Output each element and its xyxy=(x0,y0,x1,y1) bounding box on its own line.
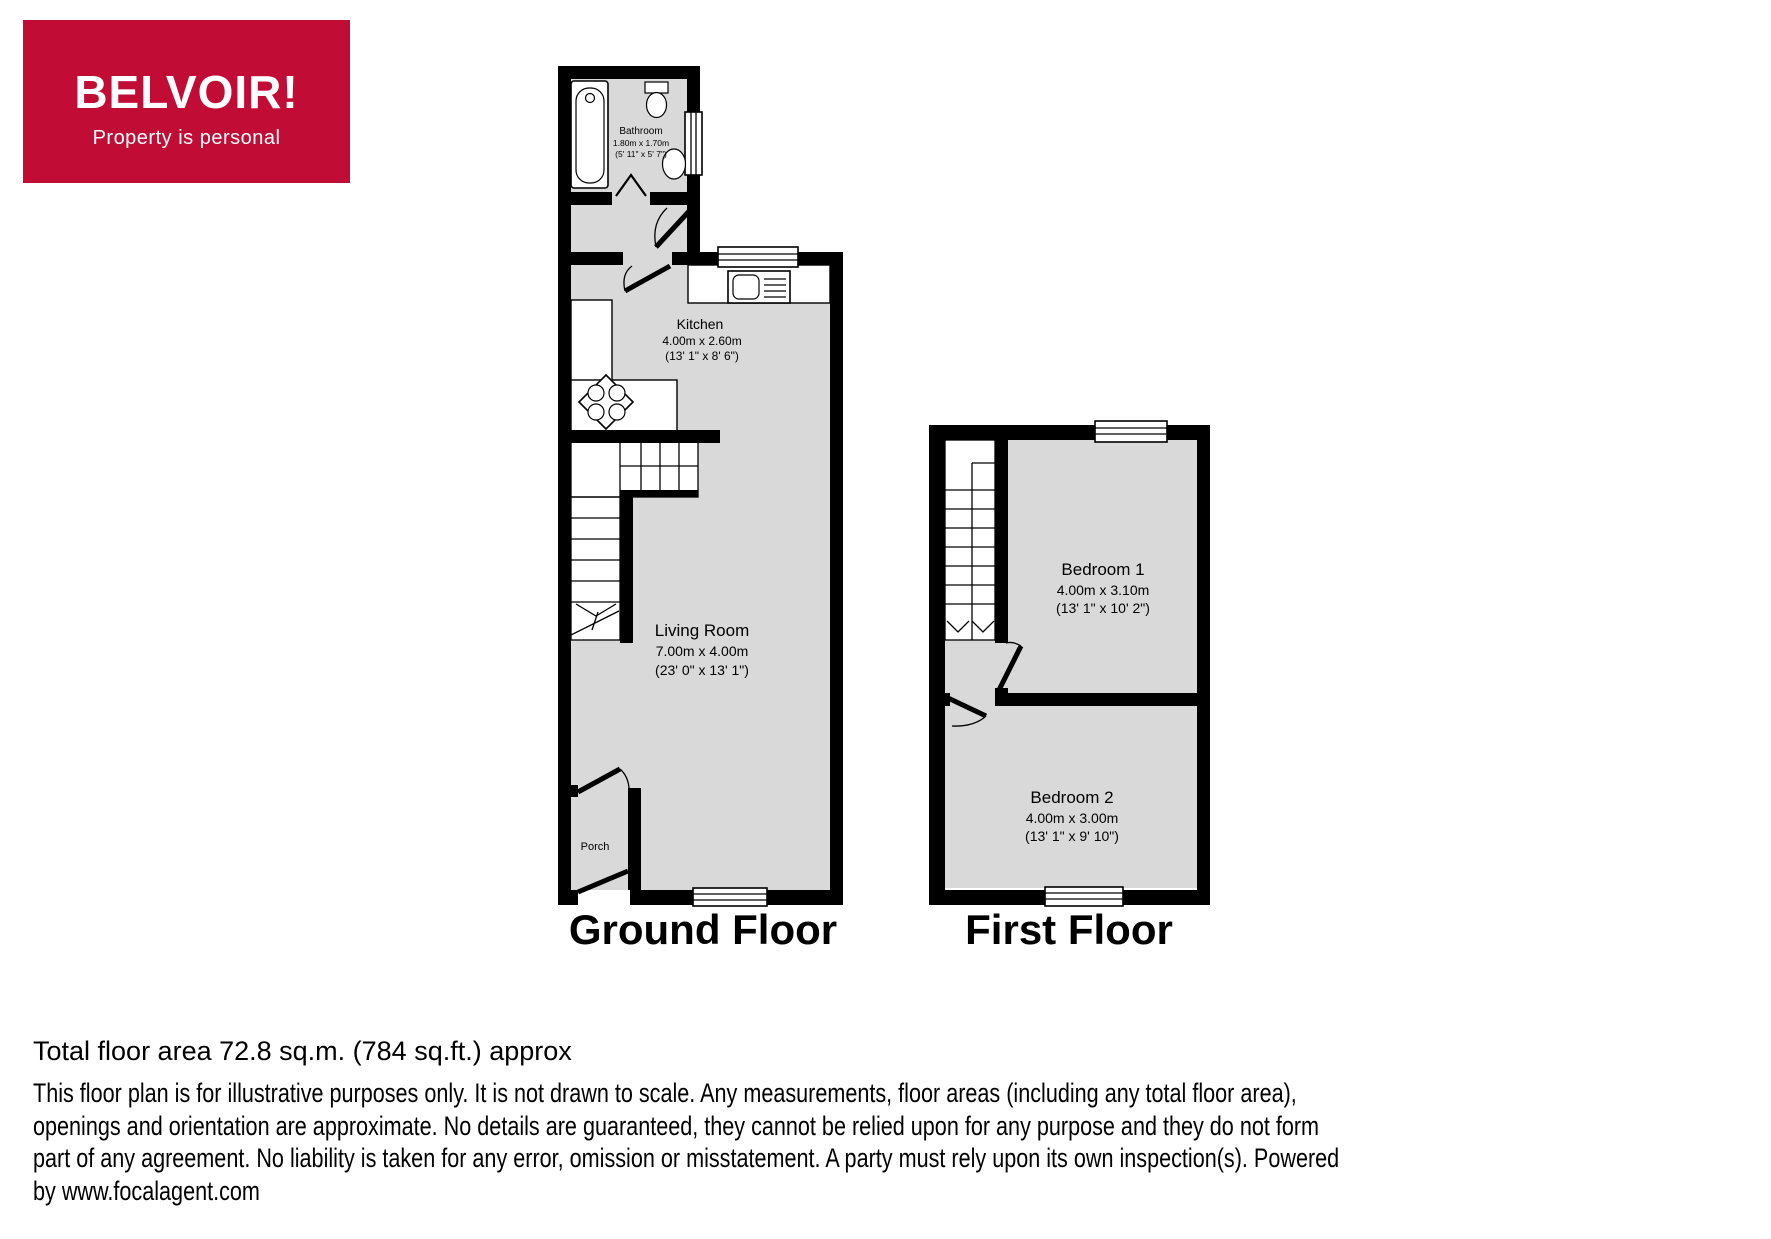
svg-text:4.00m x 2.60m: 4.00m x 2.60m xyxy=(662,334,742,348)
ground-floor-title: Ground Floor xyxy=(568,906,838,953)
bathroom-label xyxy=(613,126,669,159)
porch-label: Porch xyxy=(580,841,610,853)
svg-text:1.80m x 1.70m: 1.80m x 1.70m xyxy=(612,138,670,148)
living-room-label xyxy=(655,621,750,678)
svg-text:Bedroom 2: Bedroom 2 xyxy=(1030,788,1114,807)
svg-text:Living Room: Living Room xyxy=(654,621,750,640)
svg-text:(23' 0" x 13' 1"): (23' 0" x 13' 1") xyxy=(655,662,749,678)
svg-text:(13' 1" x 10' 2"): (13' 1" x 10' 2") xyxy=(1056,600,1150,616)
toilet-icon xyxy=(645,82,668,118)
brand-name: BELVOIR! xyxy=(74,66,299,118)
bathtub-icon xyxy=(571,81,608,188)
svg-text:(13' 1" x 9' 10"): (13' 1" x 9' 10") xyxy=(1025,828,1119,844)
svg-text:(13' 1" x 8' 6"): (13' 1" x 8' 6") xyxy=(665,349,739,363)
kitchen-sink-icon xyxy=(728,271,790,303)
bedroom1-window xyxy=(1095,421,1167,442)
ground-floor-plan xyxy=(558,66,843,953)
living-room-window xyxy=(693,888,767,906)
total-floor-area: Total floor area 72.8 sq.m. (784 sq.ft.) approx xyxy=(33,1036,572,1066)
svg-text:Kitchen: Kitchen xyxy=(676,316,724,332)
bedroom1-label xyxy=(1056,560,1150,616)
svg-text:Bedroom 1: Bedroom 1 xyxy=(1061,560,1145,579)
bathroom-window xyxy=(685,112,702,175)
svg-text:(5' 11" x 5' 7"): (5' 11" x 5' 7") xyxy=(615,149,667,159)
disclaimer-line: This floor plan is for illustrative purposes only. It is not drawn to scale. Any measurements, floor areas (including any total floor area), xyxy=(33,1078,1297,1108)
bedroom2-label xyxy=(1025,788,1119,844)
disclaimer-line: by www.focalagent.com xyxy=(33,1175,260,1206)
first-floor-plan xyxy=(929,421,1210,953)
disclaimer-line: openings and orientation are approximate. No details are guaranteed, they cannot be relied upon for any purpose and they do not form xyxy=(33,1110,1320,1141)
svg-text:4.00m x 3.10m: 4.00m x 3.10m xyxy=(1056,582,1150,598)
kitchen-window xyxy=(718,247,798,267)
svg-text:7.00m x 4.00m: 7.00m x 4.00m xyxy=(655,643,749,659)
brand-tagline: Property is personal xyxy=(92,127,281,149)
svg-text:4.00m x 3.00m: 4.00m x 3.00m xyxy=(1025,810,1119,826)
bedroom2-window xyxy=(1045,887,1123,906)
disclaimer xyxy=(33,1077,1666,1207)
first-floor-title: First Floor xyxy=(965,906,1173,953)
svg-text:Bathroom: Bathroom xyxy=(619,126,663,137)
disclaimer-line: part of any agreement. No liability is taken for any error, omission or misstatement. A party must rely upon its own inspection(s). Powered xyxy=(33,1143,1340,1173)
